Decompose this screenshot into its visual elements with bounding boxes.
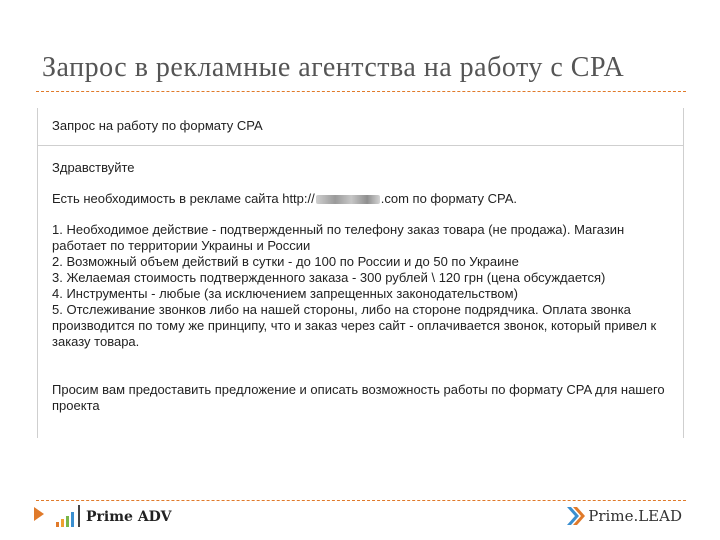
intro-text-start: Есть необходимость в рекламе сайта http:// [52,191,315,206]
email-closing: Просим вам предоставить предложение и описать возможность работы по формату CPA для нашего проекта [52,382,665,413]
title-divider [36,91,686,92]
intro-text-end: .com по формату CPA. [380,191,518,206]
email-greeting: Здравствуйте [52,160,135,175]
prime-adv-logo [56,505,171,527]
bar-chart-icon [56,511,74,527]
logo-bar [71,512,74,527]
list-item: 2. Возможный объем действий в сутки - до 100 по России и до 50 по Украине [52,254,519,269]
chevron-right-icon [565,505,585,527]
list-item: 4. Инструменты - любые (за исключением запрещенных законодательством) [52,286,518,301]
email-screenshot [37,108,684,438]
list-item: 3. Желаемая стоимость подтвержденного заказа - 300 рублей \ 120 грн (цена обсуждается) [52,270,606,285]
logo-divider [78,505,80,527]
slide-title: Запрос в рекламные агентства на работу с CPA [42,52,625,83]
footer-divider [36,500,686,501]
logo-bar [66,516,69,527]
list-item: 5. Отслеживание звонков либо на нашей стороны, либо на стороне подрядчика. Оплата звонка производится по тому же принципу, что и заказ через сайт - оплачивается звонок, который привел к заказу товара. [52,302,657,349]
logo-bar [61,519,64,527]
redacted-domain [316,195,380,204]
prime-lead-logo [565,505,682,527]
list-item: 1. Необходимое действие - подтвержденный по телефону заказ товара (не продажа). Магазин работает по территории Украины и России [52,222,625,253]
subject-divider [38,145,683,146]
prime-lead-text: Prime.LEAD [588,507,682,525]
play-arrow-icon [34,507,44,521]
email-body [52,160,672,414]
email-subject: Запрос на работу по формату CPA [52,118,263,133]
logo-bar [56,522,59,527]
email-intro [52,191,672,207]
prime-adv-text: Prime ADV [86,509,172,525]
